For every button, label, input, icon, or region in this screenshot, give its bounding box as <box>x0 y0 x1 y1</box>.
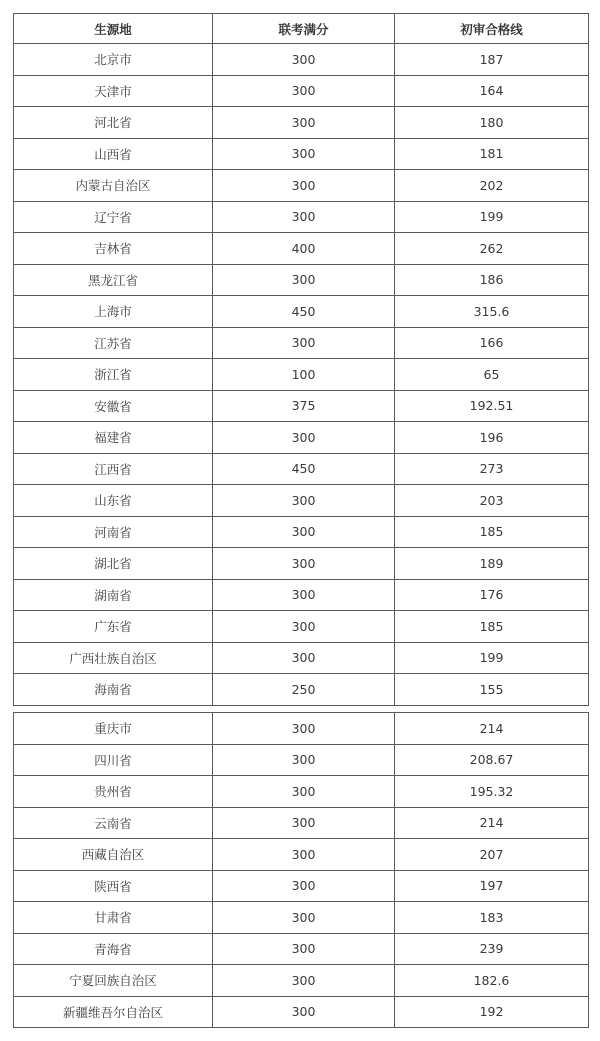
cell-origin: 天津市 <box>14 75 213 107</box>
score-table-part-2 <box>13 712 588 1028</box>
cell-origin: 甘肃省 <box>14 902 213 934</box>
table-row <box>14 138 589 170</box>
table-row <box>14 453 589 485</box>
table-row <box>14 327 589 359</box>
cell-pass-line: 262 <box>395 233 589 265</box>
cell-origin: 河北省 <box>14 107 213 139</box>
cell-origin: 广西壮族自治区 <box>14 642 213 674</box>
cell-origin: 湖南省 <box>14 579 213 611</box>
cell-pass-line: 197 <box>395 870 589 902</box>
cell-origin: 宁夏回族自治区 <box>14 965 213 997</box>
cell-pass-line: 183 <box>395 902 589 934</box>
table-row <box>14 516 589 548</box>
cell-full-score: 300 <box>213 870 395 902</box>
table-row <box>14 170 589 202</box>
cell-full-score: 300 <box>213 839 395 871</box>
cell-full-score: 300 <box>213 75 395 107</box>
header-pass-line: 初审合格线 <box>395 14 589 44</box>
cell-pass-line: 207 <box>395 839 589 871</box>
cell-origin: 海南省 <box>14 674 213 706</box>
cell-pass-line: 203 <box>395 485 589 517</box>
cell-full-score: 300 <box>213 107 395 139</box>
cell-pass-line: 199 <box>395 642 589 674</box>
table-row <box>14 744 589 776</box>
cell-pass-line: 65 <box>395 359 589 391</box>
cell-full-score: 300 <box>213 44 395 76</box>
cell-full-score: 300 <box>213 170 395 202</box>
cell-origin: 浙江省 <box>14 359 213 391</box>
cell-full-score: 300 <box>213 642 395 674</box>
header-origin: 生源地 <box>14 14 213 44</box>
table-row <box>14 264 589 296</box>
cell-origin: 吉林省 <box>14 233 213 265</box>
table-row <box>14 359 589 391</box>
cell-pass-line: 195.32 <box>395 776 589 808</box>
table-row <box>14 201 589 233</box>
cell-full-score: 100 <box>213 359 395 391</box>
cell-full-score: 250 <box>213 674 395 706</box>
table-row <box>14 674 589 706</box>
score-table <box>13 13 589 706</box>
cell-origin: 江苏省 <box>14 327 213 359</box>
score-table-part-1 <box>13 13 588 706</box>
cell-origin: 广东省 <box>14 611 213 643</box>
cell-origin: 青海省 <box>14 933 213 965</box>
cell-full-score: 300 <box>213 264 395 296</box>
cell-full-score: 400 <box>213 233 395 265</box>
table-row <box>14 776 589 808</box>
cell-full-score: 300 <box>213 579 395 611</box>
table-row <box>14 996 589 1028</box>
cell-full-score: 300 <box>213 548 395 580</box>
table-row <box>14 390 589 422</box>
cell-full-score: 300 <box>213 422 395 454</box>
cell-full-score: 450 <box>213 296 395 328</box>
table-row <box>14 713 589 745</box>
cell-origin: 福建省 <box>14 422 213 454</box>
table-row <box>14 233 589 265</box>
cell-origin: 黑龙江省 <box>14 264 213 296</box>
cell-origin: 安徽省 <box>14 390 213 422</box>
cell-pass-line: 192.51 <box>395 390 589 422</box>
table-row <box>14 44 589 76</box>
cell-full-score: 450 <box>213 453 395 485</box>
cell-origin: 上海市 <box>14 296 213 328</box>
table-row <box>14 296 589 328</box>
cell-full-score: 300 <box>213 933 395 965</box>
cell-pass-line: 187 <box>395 44 589 76</box>
cell-pass-line: 155 <box>395 674 589 706</box>
cell-full-score: 300 <box>213 965 395 997</box>
cell-origin: 江西省 <box>14 453 213 485</box>
cell-pass-line: 315.6 <box>395 296 589 328</box>
cell-pass-line: 185 <box>395 516 589 548</box>
cell-origin: 四川省 <box>14 744 213 776</box>
cell-origin: 内蒙古自治区 <box>14 170 213 202</box>
score-table-continued <box>13 712 589 1028</box>
cell-full-score: 300 <box>213 807 395 839</box>
cell-origin: 河南省 <box>14 516 213 548</box>
cell-origin: 重庆市 <box>14 713 213 745</box>
cell-full-score: 300 <box>213 713 395 745</box>
table-row <box>14 902 589 934</box>
cell-pass-line: 176 <box>395 579 589 611</box>
cell-pass-line: 208.67 <box>395 744 589 776</box>
table-row <box>14 807 589 839</box>
cell-origin: 山东省 <box>14 485 213 517</box>
cell-pass-line: 181 <box>395 138 589 170</box>
cell-pass-line: 239 <box>395 933 589 965</box>
cell-pass-line: 164 <box>395 75 589 107</box>
cell-origin: 西藏自治区 <box>14 839 213 871</box>
cell-origin: 新疆维吾尔自治区 <box>14 996 213 1028</box>
table-header-row <box>14 14 589 44</box>
cell-origin: 北京市 <box>14 44 213 76</box>
cell-pass-line: 214 <box>395 713 589 745</box>
cell-full-score: 300 <box>213 138 395 170</box>
cell-pass-line: 180 <box>395 107 589 139</box>
cell-full-score: 375 <box>213 390 395 422</box>
table-row <box>14 933 589 965</box>
cell-pass-line: 185 <box>395 611 589 643</box>
cell-pass-line: 189 <box>395 548 589 580</box>
table-row <box>14 422 589 454</box>
cell-full-score: 300 <box>213 327 395 359</box>
cell-origin: 山西省 <box>14 138 213 170</box>
cell-origin: 云南省 <box>14 807 213 839</box>
header-full-score: 联考满分 <box>213 14 395 44</box>
table-body-part-2 <box>14 713 589 1028</box>
cell-origin: 贵州省 <box>14 776 213 808</box>
cell-full-score: 300 <box>213 611 395 643</box>
cell-pass-line: 273 <box>395 453 589 485</box>
cell-full-score: 300 <box>213 996 395 1028</box>
table-row <box>14 75 589 107</box>
cell-full-score: 300 <box>213 776 395 808</box>
table-row <box>14 485 589 517</box>
cell-pass-line: 182.6 <box>395 965 589 997</box>
cell-pass-line: 186 <box>395 264 589 296</box>
cell-pass-line: 214 <box>395 807 589 839</box>
table-row <box>14 107 589 139</box>
cell-pass-line: 166 <box>395 327 589 359</box>
cell-full-score: 300 <box>213 744 395 776</box>
cell-pass-line: 199 <box>395 201 589 233</box>
cell-origin: 陕西省 <box>14 870 213 902</box>
cell-origin: 辽宁省 <box>14 201 213 233</box>
table-row <box>14 839 589 871</box>
cell-full-score: 300 <box>213 201 395 233</box>
cell-pass-line: 196 <box>395 422 589 454</box>
table-row <box>14 870 589 902</box>
table-row <box>14 579 589 611</box>
table-row <box>14 611 589 643</box>
cell-full-score: 300 <box>213 485 395 517</box>
cell-pass-line: 192 <box>395 996 589 1028</box>
cell-full-score: 300 <box>213 516 395 548</box>
cell-pass-line: 202 <box>395 170 589 202</box>
table-row <box>14 965 589 997</box>
cell-full-score: 300 <box>213 902 395 934</box>
table-row <box>14 642 589 674</box>
cell-origin: 湖北省 <box>14 548 213 580</box>
table-row <box>14 548 589 580</box>
table-body-part-1 <box>14 44 589 706</box>
